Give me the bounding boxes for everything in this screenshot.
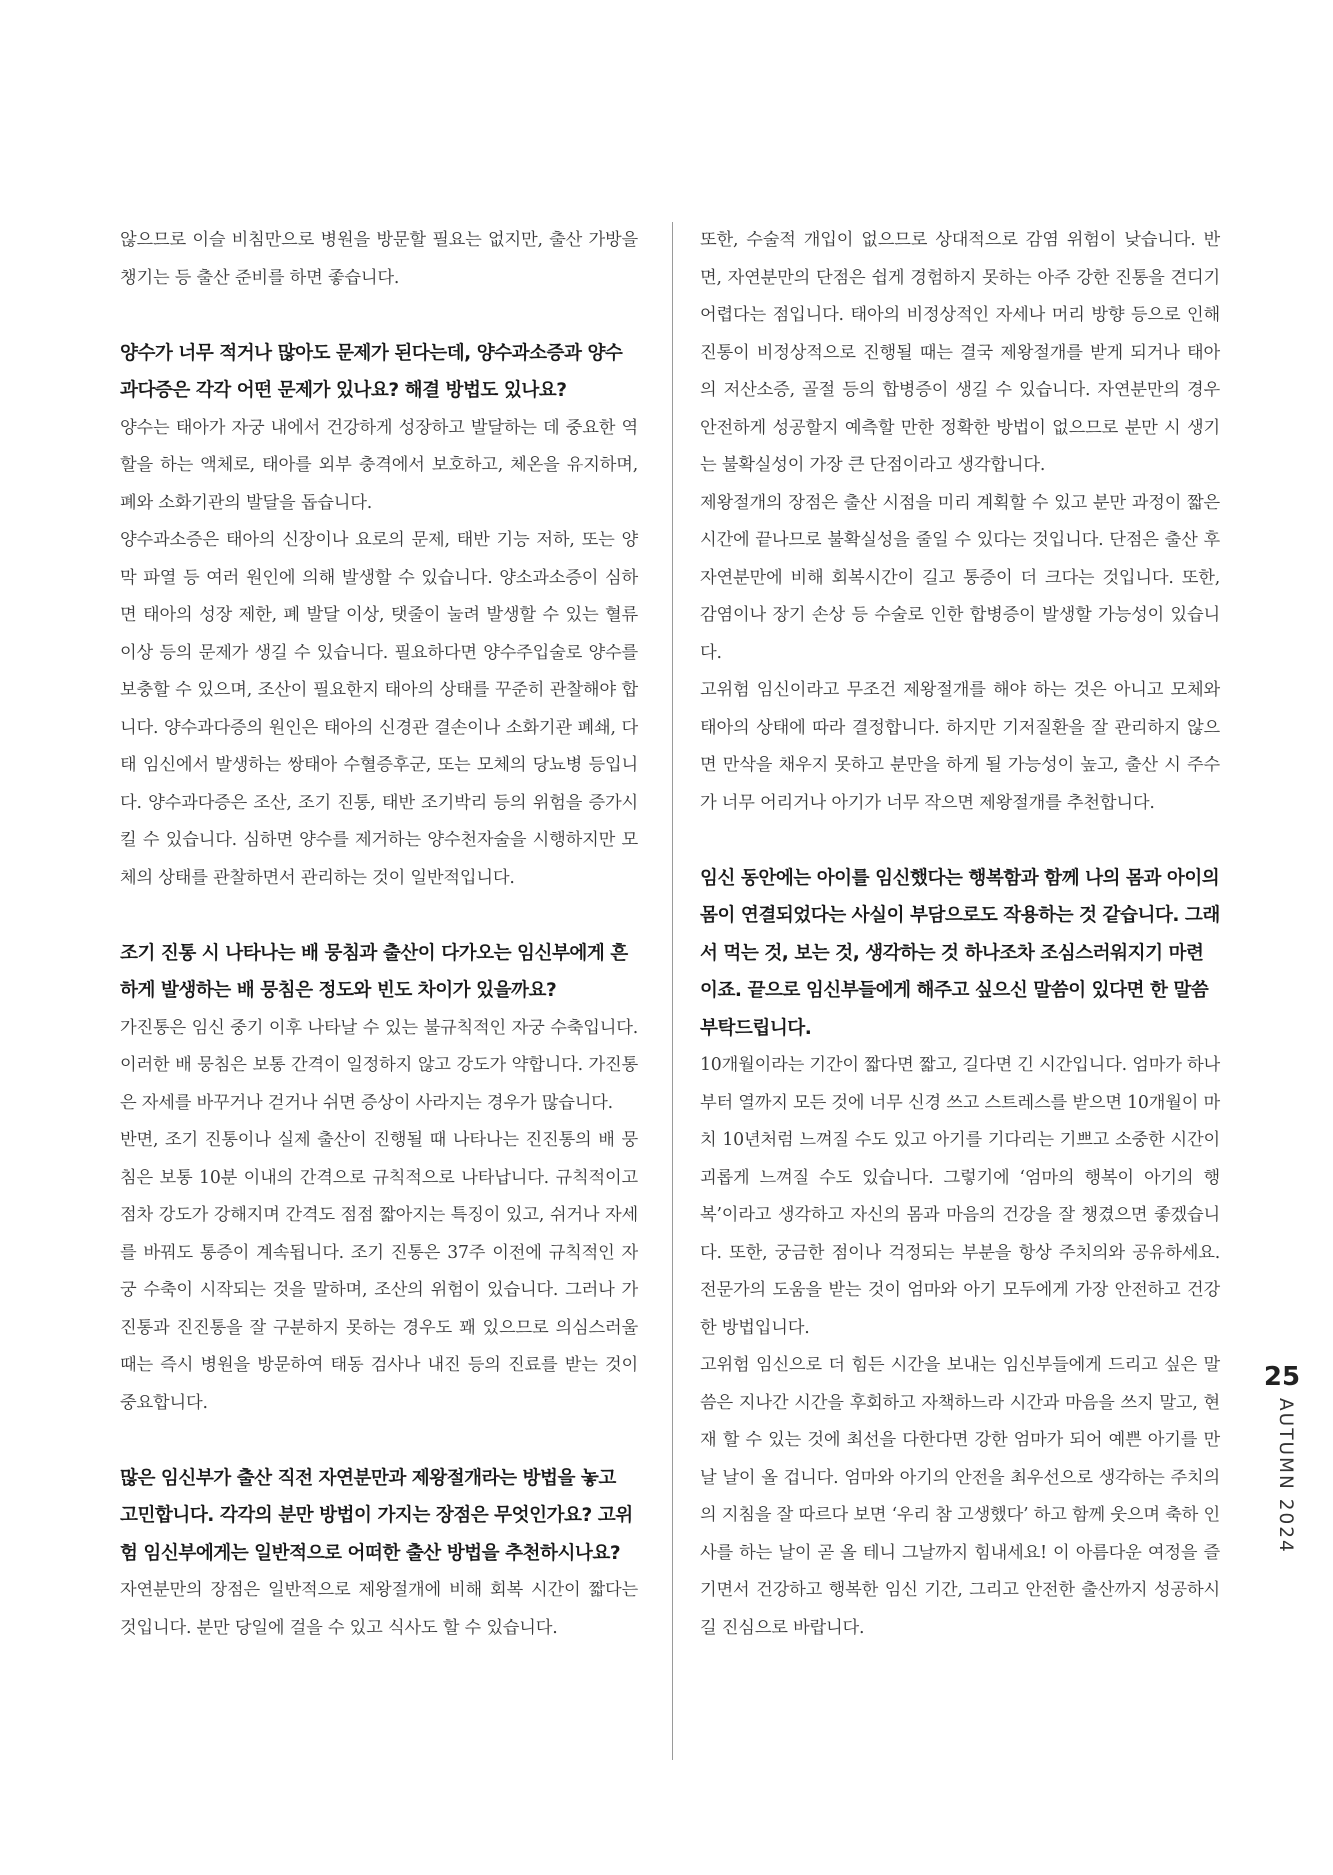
paragraph: 또한, 수술적 개입이 없으므로 상대적으로 감염 위험이 낮습니다. 반면, 자연분만의 단점은 쉽게 경험하지 못하는 아주 강한 진통을 견디기 어렵다는 점입니다. 태아의 비정상적인 자세나 머리 방향 등으로 인해 진통이 비정상적으로 진행될 때는 결국 제왕절개를 받게 되거나 태아의 저산소증, 골절 등의 합병증이 생길 수 있습니다. 자연분만의 경우 안전하게 성공할지 예측할 만한 정확한 방법이 없으므로 분만 시 생기는 불확실성이 가장 큰 단점이라고 생각합니다. bbox=[700, 230, 1220, 475]
paragraph: 고위험 임신으로 더 힘든 시간을 보내는 임신부들에게 드리고 싶은 말씀은 지나간 시간을 후회하고 자책하느라 시간과 마음을 쓰지 말고, 현재 할 수 있는 것에 최선을 다한다면 강한 엄마가 되어 예쁜 아기를 만날 날이 올 겁니다. 엄마와 아기의 안전을 최우선으로 생각하는 주치의의 지침을 잘 따르다 보면 ‘우리 참 고생했다’ 하고 함께 웃으며 축하 인사를 하는 날이 곧 올 테니 그날까지 힘내세요! 이 아름다운 여정을 즐기면서 건강하고 행복한 임신 기간, 그리고 안전한 출산까지 성공하시길 진심으로 바랍니다. bbox=[700, 1355, 1220, 1638]
question-heading: 임신 동안에는 아이를 임신했다는 행복함과 함께 나의 몸과 아이의 몸이 연결되었다는 사실이 부담으로도 작용하는 것 같습니다. 그래서 먹는 것, 보는 것, 생각하는 것 하나조차 조심스러워지기 마련이죠. 끝으로 임신부들에게 해주고 싶으신 말씀이 있다면 한 말씀 부탁드립니다. bbox=[700, 867, 1220, 1039]
paragraph: 자연분만의 장점은 일반적으로 제왕절개에 비해 회복 시간이 짧다는 것입니다. 분만 당일에 걸을 수 있고 식사도 할 수 있습니다. bbox=[120, 1580, 638, 1638]
paragraph: 고위험 임신이라고 무조건 제왕절개를 해야 하는 것은 아니고 모체와 태아의 상태에 따라 결정합니다. 하지만 기저질환을 잘 관리하지 않으면 만삭을 채우지 못하고 분만을 하게 될 가능성이 높고, 출산 시 주수가 너무 어리거나 아기가 너무 작으면 제왕절개를 추천합니다. bbox=[700, 680, 1220, 813]
issue-label: AUTUMN 2024 bbox=[1275, 1398, 1296, 1554]
question-heading: 많은 임신부가 출산 직전 자연분만과 제왕절개라는 방법을 놓고 고민합니다. 각각의 분만 방법이 가지는 장점은 무엇인가요? 고위험 임신부에게는 일반적으로 어떠한 출산 방법을 추천하시나요? bbox=[120, 1467, 633, 1564]
paragraph: 반면, 조기 진통이나 실제 출산이 진행될 때 나타나는 진진통의 배 뭉침은 보통 10분 이내의 간격으로 규칙적으로 나타납니다. 규칙적이고 점차 강도가 강해지며 간격도 점점 짧아지는 특징이 있고, 쉬거나 자세를 바꿔도 통증이 계속됩니다. 조기 진통은 37주 이전에 규칙적인 자궁 수축이 시작되는 것을 말하며, 조산의 위험이 있습니다. 그러나 가진통과 진진통을 잘 구분하지 못하는 경우도 꽤 있으므로 의심스러울 때는 즉시 병원을 방문하여 태동 검사나 내진 등의 진료를 받는 것이 중요합니다. bbox=[120, 1130, 638, 1413]
column-divider bbox=[672, 222, 673, 1760]
paragraph: 10개월이라는 기간이 짧다면 짧고, 길다면 긴 시간입니다. 엄마가 하나부터 열까지 모든 것에 너무 신경 쓰고 스트레스를 받으면 10개월이 마치 10년처럼 느껴질 수도 있고 아기를 기다리는 기쁘고 소중한 시간이 괴롭게 느껴질 수도 있습니다. 그렇기에 ‘엄마의 행복이 아기의 행복’이라고 생각하고 자신의 몸과 마음의 건강을 잘 챙겼으면 좋겠습니다. 또한, 궁금한 점이나 걱정되는 부분을 항상 주치의와 공유하세요. 전문가의 도움을 받는 것이 엄마와 아기 모두에게 가장 안전하고 건강한 방법입니다. bbox=[700, 1055, 1220, 1338]
left-column bbox=[120, 222, 638, 1647]
paragraph: 양수과소증은 태아의 신장이나 요로의 문제, 태반 기능 저하, 또는 양막 파열 등 여러 원인에 의해 발생할 수 있습니다. 양소과소증이 심하면 태아의 성장 제한, 폐 발달 이상, 탯줄이 눌려 발생할 수 있는 혈류 이상 등의 문제가 생길 수 있습니다. 필요하다면 양수주입술로 양수를 보충할 수 있으며, 조산이 필요한지 태아의 상태를 꾸준히 관찰해야 합니다. 양수과다증의 원인은 태아의 신경관 결손이나 소화기관 폐쇄, 다태 임신에서 발생하는 쌍태아 수혈증후군, 또는 모체의 당뇨병 등입니다. 양수과다증은 조산, 조기 진통, 태반 조기박리 등의 위험을 증가시킬 수 있습니다. 심하면 양수를 제거하는 양수천자술을 시행하지만 모체의 상태를 관찰하면서 관리하는 것이 일반적입니다. bbox=[120, 530, 638, 888]
paragraph: 가진통은 임신 중기 이후 나타날 수 있는 불규칙적인 자궁 수축입니다. 이러한 배 뭉침은 보통 간격이 일정하지 않고 강도가 약합니다. 가진통은 자세를 바꾸거나 걷거나 쉬면 증상이 사라지는 경우가 많습니다. bbox=[120, 1017, 638, 1113]
folio bbox=[1262, 1362, 1302, 1392]
paragraph: 제왕절개의 장점은 출산 시점을 미리 계획할 수 있고 분만 과정이 짧은 시간에 끝나므로 불확실성을 줄일 수 있다는 것입니다. 단점은 출산 후 자연분만에 비해 회복시간이 길고 통증이 더 크다는 것입니다. 또한, 감염이나 장기 손상 등 수술로 인한 합병증이 발생할 가능성이 있습니다. bbox=[700, 492, 1220, 663]
page-number: 25 bbox=[1263, 1362, 1301, 1392]
issue-label-wrapper bbox=[1268, 1398, 1296, 1698]
right-column bbox=[700, 222, 1220, 1647]
question-heading: 조기 진통 시 나타나는 배 뭉침과 출산이 다가오는 임신부에게 흔하게 발생하는 배 뭉침은 정도와 빈도 차이가 있을까요? bbox=[120, 942, 628, 1001]
paragraph: 양수는 태아가 자궁 내에서 건강하게 성장하고 발달하는 데 중요한 역할을 하는 액체로, 태아를 외부 충격에서 보호하고, 체온을 유지하며, 폐와 소화기관의 발달을 돕습니다. bbox=[120, 417, 638, 513]
question-heading: 양수가 너무 적거나 많아도 문제가 된다는데, 양수과소증과 양수과다증은 각각 어떤 문제가 있나요? 해결 방법도 있나요? bbox=[120, 342, 623, 401]
paragraph: 않으므로 이슬 비침만으로 병원을 방문할 필요는 없지만, 출산 가방을 챙기는 등 출산 준비를 하면 좋습니다. bbox=[120, 230, 638, 288]
